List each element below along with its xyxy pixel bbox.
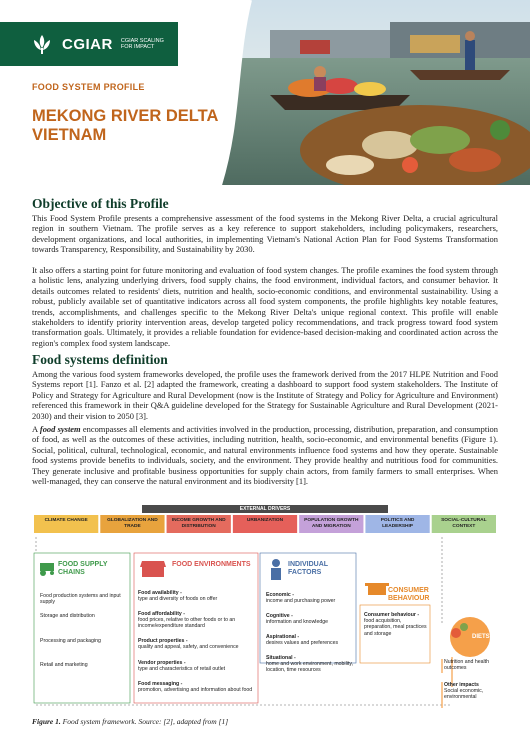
food-system-term: food system: [39, 424, 81, 434]
env-item-product: Product properties - quality and appeal, safety, and convenience: [138, 638, 239, 651]
hero-photo-collage: [210, 0, 530, 185]
supply-item-storage: Storage and distribution: [40, 613, 95, 619]
objective-paragraph-2: It also offers a starting point for future monitoring and evaluation of food system changes. The profile examines the food system through a holistic lens, analyzing underlying drivers, food supply chains, the food environment, individual factors, and consumer behavior. It details outcomes related to residents' diets, nutrition and health, socio-economic conditions, and environmental sustainability. Using a robust, publicly available set of quantitative indicators across all food system components, the profile highlights key notable features, trends, accomplishments, and challenges specific to the Mekong River Delta's unique regional context. This profile will enable stakeholders to identify priority intervention areas, develop targeted policy recommendations, and track progress toward food system transformation goals. Ultimately, it provides a reliable foundation for evidence-based decision-making and coordinated action across the region's complex food system landscape.: [32, 265, 498, 348]
driver-label-2: INCOME GROWTH AND DISTRIBUTION: [171, 518, 226, 529]
driver-label-6: SOCIAL-CULTURAL CONTEXT: [441, 518, 487, 529]
food-system-framework-figure: [32, 505, 498, 713]
page-title-line2: VIETNAM: [32, 126, 107, 144]
supply-chains-title: FOOD SUPPLY CHAINS: [58, 561, 108, 576]
driver-label-0: CLIMATE CHANGE: [44, 518, 88, 523]
consumer-title: CONSUMER BEHAVIOUR: [388, 587, 430, 602]
indiv-item-economic: Economic - income and purchasing power: [266, 592, 336, 605]
env-item-vendor: Vendor properties - type and characteristics of retail outlet: [138, 660, 226, 673]
driver-label-5: POLITICS AND LEADERSHIP: [380, 518, 415, 529]
page-title-line1: MEKONG RIVER DELTA: [32, 107, 219, 125]
floating-market-photo: [210, 0, 530, 185]
logo-tagline: CGIAR SCALING FOR IMPACT: [120, 38, 164, 50]
other-impacts: Other impacts Social economic, environmental: [444, 682, 484, 701]
section-heading-definition: Food systems definition: [32, 352, 168, 367]
supply-item-production: Food production systems and input supply: [40, 593, 121, 606]
supply-item-processing: Processing and packaging: [40, 638, 101, 644]
driver-label-4: POPULATION GROWTH AND MIGRATION: [304, 518, 359, 529]
logo-wordmark: CGIAR: [62, 35, 113, 53]
objective-paragraph-1: This Food System Profile presents a comprehensive assessment of the food systems in the Mekong River Delta, a crucial agricultural region in southern Vietnam. The profile serves as a key reference to support stakeholders, including policymakers, researchers, development organizations, and local authorities, in implementing Vietnam's National Action Plan for Food Systems Transformation towards Transparency, Responsibility, and Sustainability by 2030.: [32, 213, 498, 255]
section-heading-objective: Objective of this Profile: [32, 196, 169, 211]
indiv-item-situational: Situational - home and work environment, mobility, location, time resources: [266, 655, 353, 674]
driver-label-3: URBANIZATION: [246, 518, 284, 523]
definition-paragraph-2: A food system encompasses all elements and activities involved in the production, processing, distribution, preparation, and consumption of food, as well as the outcomes of these activities, including nutrition, health, socio-economic, and environmental benefits (Figure 1). Social, political, cultural, technological, economic, and natural environments influence food systems and how they operate. Sustainable food systems provide benefits to individuals, society, and the environment. They provide healthy and nutritious food for communities. They generate inclusive and profitable business opportunities for supply chain actors, from family farmers to small enterprises. When well-managed, they can conserve the natural environment and its biodiversity [1].: [32, 424, 498, 487]
env-item-availability: Food availability - type and diversity of foods on offer: [138, 590, 218, 603]
cgiar-logo[interactable]: [0, 22, 178, 66]
definition-paragraph-1: Among the various food system frameworks developed, the profile uses the framework derived from the 2017 HLPE Nutrition and Food Systems report [1]. Fanzo et al. [2] adapted the framework, creating a dashboard to support food system stakeholders. The Institute of Policy and Strategy for Agriculture and Rural Development (now is the Institute of Strategy and Policy for Agriculture and Environment) referenced this framework in their Q&A guideline developed for the Strategy for Sustainable Agriculture and Rural Development (2021-2030) and their vision to 2050 [3].: [32, 369, 498, 421]
supply-item-retail: Retail and marketing: [40, 662, 88, 668]
consumer-item: Consumer behaviour - food acquisition, preparation, meal practices and storage: [364, 612, 427, 637]
indiv-item-cognitive: Cognitive - information and knowledge: [266, 613, 329, 626]
nutrition-outcomes: Nutrition and health outcomes: [444, 659, 489, 672]
drivers-title: EXTERNAL DRIVERS: [239, 506, 291, 512]
individual-title: INDIVIDUAL FACTORS: [288, 561, 328, 576]
wheat-leaf-icon: [30, 33, 54, 55]
person-icon: [271, 559, 281, 580]
indiv-item-aspirational: Aspirational - desires values and preferences: [266, 634, 339, 647]
figure-caption: Figure 1. Food system framework. Source: [2], adapted from [1]: [32, 717, 229, 726]
env-item-affordability: Food affordability - food prices, relative to other foods or to an income/expenditure standard: [138, 611, 236, 630]
profile-tag: FOOD SYSTEM PROFILE: [32, 82, 145, 92]
diets-title: DIETS: [472, 634, 490, 640]
cooking-pot-icon: [365, 583, 389, 595]
environments-title: FOOD ENVIRONMENTS: [172, 561, 251, 568]
driver-label-1: GLOBALIZATION AND TRADE: [107, 518, 158, 529]
shop-icon: [140, 561, 166, 577]
env-item-messaging: Food messaging - promotion, advertising and information about food: [138, 681, 253, 694]
